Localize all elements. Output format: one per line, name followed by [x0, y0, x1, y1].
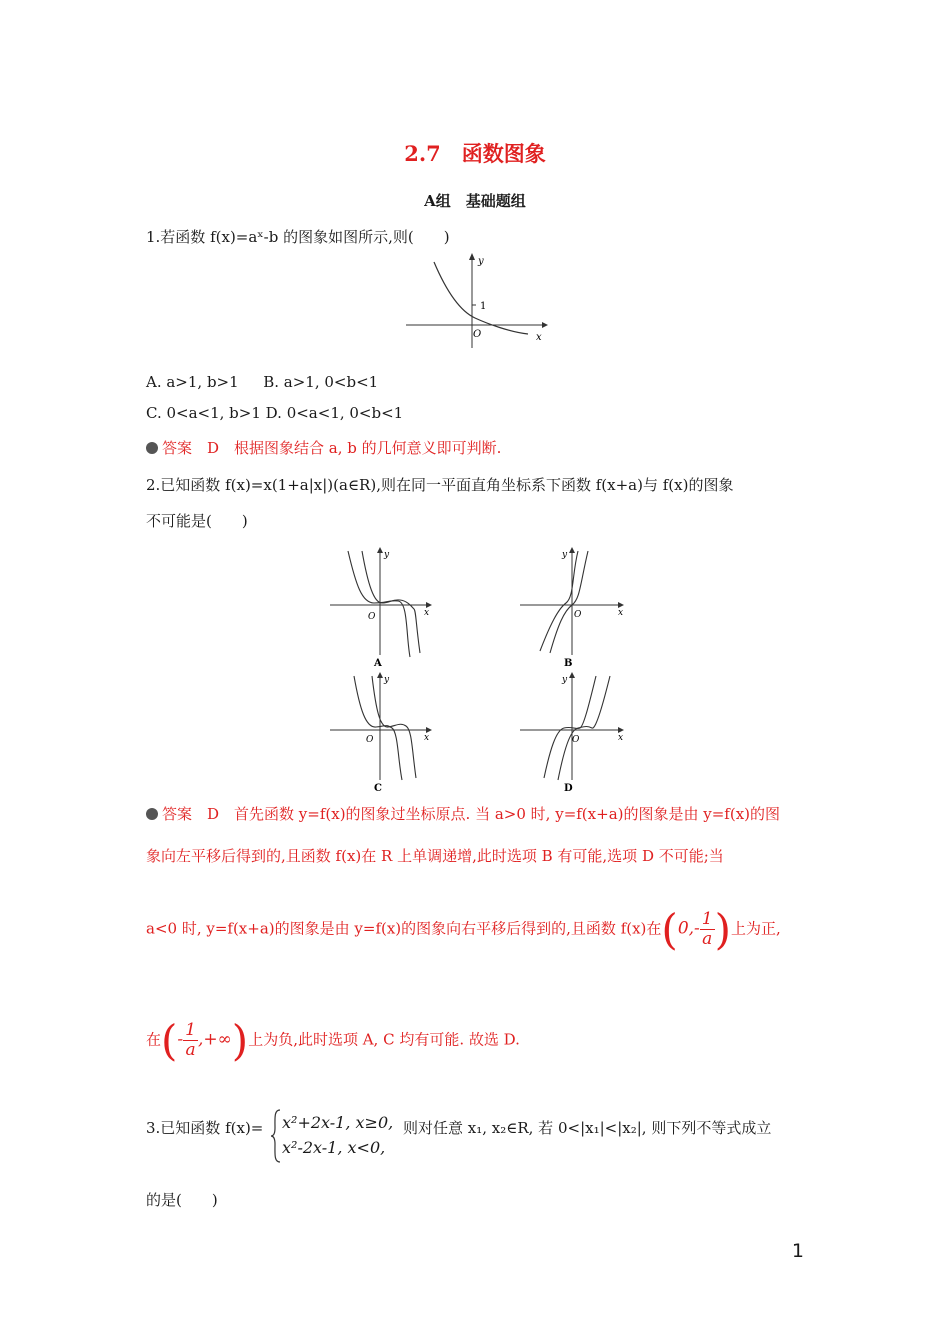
- q3-stem-line2: 的是( ): [146, 1191, 218, 1209]
- q2b-curve-2: [550, 551, 588, 653]
- q1-origin-label: O: [473, 329, 482, 340]
- answer-icon: [146, 442, 158, 454]
- q3-case1: x²+2x-1, x≥0,: [282, 1113, 394, 1132]
- q2a-curve-1: [348, 551, 410, 657]
- svg-text:x: x: [424, 608, 430, 618]
- svg-text:O: O: [572, 735, 580, 745]
- q2-stem-line1: 2.已知函数 f(x)=x(1+a|x|)(a∈R),则在同一平面直角坐标系下函数 f(x+a)与 f(x)的图象: [146, 476, 734, 494]
- page-title: 2.7 函数图象: [404, 141, 546, 166]
- q1-answer: 答案 D 根据图象结合 a, b 的几何意义即可判断.: [146, 437, 501, 458]
- q1-x-label: x: [536, 332, 542, 343]
- svg-text:x: x: [424, 733, 430, 743]
- page-number: 1: [791, 1240, 804, 1262]
- svg-text:O: O: [366, 735, 374, 745]
- q3-stem-pre: 3.已知函数 f(x)=: [146, 1119, 264, 1137]
- q2-graph-b: [516, 545, 626, 670]
- q2-stem-line2: 不可能是( ): [146, 512, 248, 530]
- q1-stem: 1.若函数 f(x)=aˣ-b 的图象如图所示,则( ): [146, 228, 450, 246]
- q2-answer-line1: 答案 D 首先函数 y=f(x)的图象过坐标原点. 当 a>0 时, y=f(x+a)的图象是由 y=f(x)的图: [146, 803, 780, 824]
- q2-graph-d: [516, 670, 626, 795]
- section-heading: A组 基础题组: [424, 192, 526, 210]
- q2-graph-c: [326, 670, 436, 795]
- q1-graph: [400, 250, 550, 350]
- q1-one-label: 1: [480, 301, 487, 312]
- q2-label-d: D: [564, 783, 573, 794]
- q1-x-arrow: [542, 322, 548, 328]
- q2-label-b: B: [564, 658, 573, 669]
- q2-answer-line2: 象向左平移后得到的,且函数 f(x)在 R 上单调递增,此时选项 B 有可能,选项 D 不可能;当: [146, 847, 724, 865]
- q2-graph-a: [326, 545, 436, 670]
- q1-y-label: y: [478, 256, 484, 267]
- q1-options-ab: A. a>1, b>1 B. a>1, 0<b<1: [146, 373, 379, 391]
- q3-case2: x²-2x-1, x<0,: [282, 1138, 386, 1157]
- q3-stem-post: 则对任意 x₁, x₂∈R, 若 0<|x₁|<|x₂|, 则下列不等式成立: [403, 1119, 772, 1137]
- q1-options-cd: C. 0<a<1, b>1 D. 0<a<1, 0<b<1: [146, 404, 404, 422]
- q2-label-c: C: [374, 783, 382, 794]
- q2c-curve-1: [354, 676, 402, 780]
- q3-brace: [270, 1108, 282, 1164]
- svg-text:x: x: [618, 608, 624, 618]
- svg-text:O: O: [368, 612, 376, 622]
- q2-answer-line3: a<0 时, y=f(x+a)的图象是由 y=f(x)的图象向右平移后得到的,且函数 f(x)在(0,- $\frac{1}{a}$ )上为正,: [146, 905, 781, 954]
- q1-y-arrow: [469, 253, 475, 260]
- svg-text:y: y: [384, 550, 390, 560]
- svg-text:O: O: [574, 610, 582, 620]
- answer-icon: [146, 808, 158, 820]
- svg-text:x: x: [618, 733, 624, 743]
- svg-text:y: y: [384, 675, 390, 685]
- svg-text:y: y: [562, 675, 568, 685]
- q2-label-a: A: [374, 658, 382, 669]
- q1-curve: [434, 262, 528, 334]
- svg-text:y: y: [562, 550, 568, 560]
- q2-answer-line4: 在(- $\frac{1}{a}$ ,+∞)上为负,此时选项 A, C 均有可能. 故选 D.: [146, 1016, 520, 1065]
